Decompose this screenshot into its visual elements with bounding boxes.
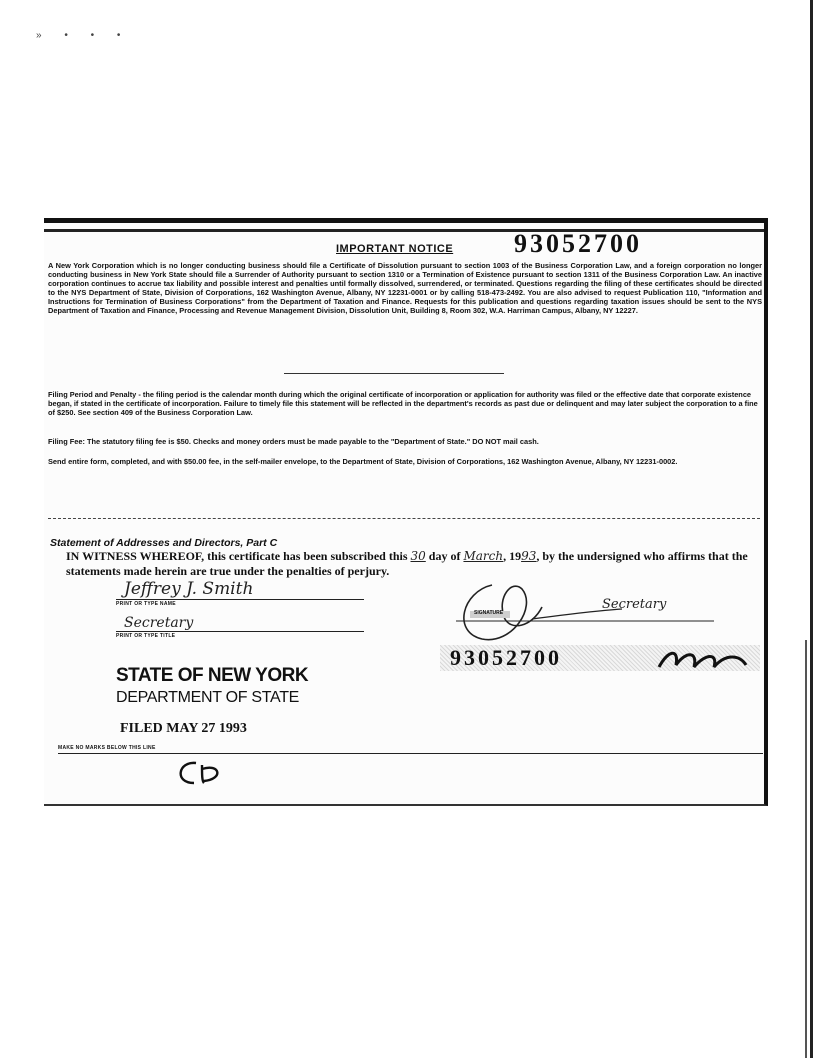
print-title-rule [116,631,364,632]
notice-body: A New York Corporation which is no longer conducting business should file a Certificate of Dissolution pursuant to section 1003 of the Business Corporation Law, and a foreign corporation no longer conducting business in New York State should file a Surrender of Authority pursuant to section 1310 or a Termination of Existence pursuant to section 1311 of the Business Corporation Law. An inactive corporation continues to accrue tax liability and possible interest and penalties until formally dissolved, surrendered, or terminated. Questions regarding the filing of these certificates should be directed to the NYS Department of State, Division of Corporations, 162 Washington Avenue, Albany, NY 12231-0001 or by calling 518-473-2492. You are also advised to request Publication 110, "Information and Instructions for Termination of Business Corporations" from the Department of Taxation and Finance. Requests for this publication and questions regarding taxation issues should be sent to the NYS Department of Taxation and Finance, Processing and Revenue Management Division, Dissolution Unit, Building 8, Room 302, W.A. Harriman Campus, Albany, NY 12227. [48,261,762,315]
state-stamp-line1: STATE OF NEW YORK [116,665,309,686]
witness-day-label: day of [428,549,461,563]
statement-heading: Statement of Addresses and Directors, Part C [50,537,278,549]
witness-prefix: IN WITNESS WHEREOF, this certificate has been subscribed this [66,549,408,563]
print-name-field [116,579,364,607]
scan-artifact-marks: » • • • [36,30,131,41]
print-name-value: Jeffrey J. Smith [124,579,254,599]
document-number-stamp-text: 93052700 [450,645,562,670]
print-title-value: Secretary [124,615,194,631]
stamp-scrawl-icon [654,647,754,673]
state-stamp-line2: DEPARTMENT OF STATE [116,689,300,706]
no-marks-rule [58,753,763,754]
make-no-marks-label: MAKE NO MARKS BELOW THIS LINE [58,745,156,751]
notice-heading: IMPORTANT NOTICE [336,243,454,255]
separator-line [284,373,504,374]
witness-day: 30 [410,549,426,563]
print-title-field [116,615,364,639]
witness-year-prefix: , 19 [503,549,522,563]
print-name-caption: PRINT OR TYPE NAME [116,601,176,607]
initials-scribble-icon [168,759,228,787]
scan-edge-line [810,0,813,1058]
filing-fee-paragraph: Filing Fee: The statutory filing fee is $50. Checks and money orders must be made payable to the "Department of State." DO NOT mail cash. [48,437,539,446]
document-number-top: 93052700 [514,229,642,258]
top-border-stripe [44,229,764,232]
witness-year: 93 [521,549,537,563]
filing-period-paragraph: Filing Period and Penalty - the filing period is the calendar month during which the original certificate of incorporation or application for authority was filed or the effective date that corporate existence began, if stated in the certificate of incorporation. Failure to timely file this statement will be reflected in the department's records as past due or delinquent and may later subject the corporation to a fine of $250. See section 409 of the Business Corporation Law. [48,390,758,417]
scan-edge-line-inner [805,640,807,1058]
filed-date-stamp: FILED MAY 27 1993 [120,721,247,736]
print-name-rule [116,599,364,600]
send-instructions-paragraph: Send entire form, completed, and with $50.00 fee, in the self-mailer envelope, to the Department of State, Division of Corporations, 162 Washington Avenue, Albany, NY 12231-0002. [48,457,678,466]
witness-month: March [463,549,504,563]
witness-statement [66,549,756,579]
witness-suffix: , by the undersigned who affirms that the statements made herein are true under the penalties of perjury. [66,549,748,578]
signature-label: SIGNATURE [474,610,504,616]
signature-title: Secretary [602,597,667,612]
signature-field [452,577,722,652]
document-sheet [44,218,768,806]
print-title-caption: PRINT OR TYPE TITLE [116,633,176,639]
section-divider [48,518,760,519]
